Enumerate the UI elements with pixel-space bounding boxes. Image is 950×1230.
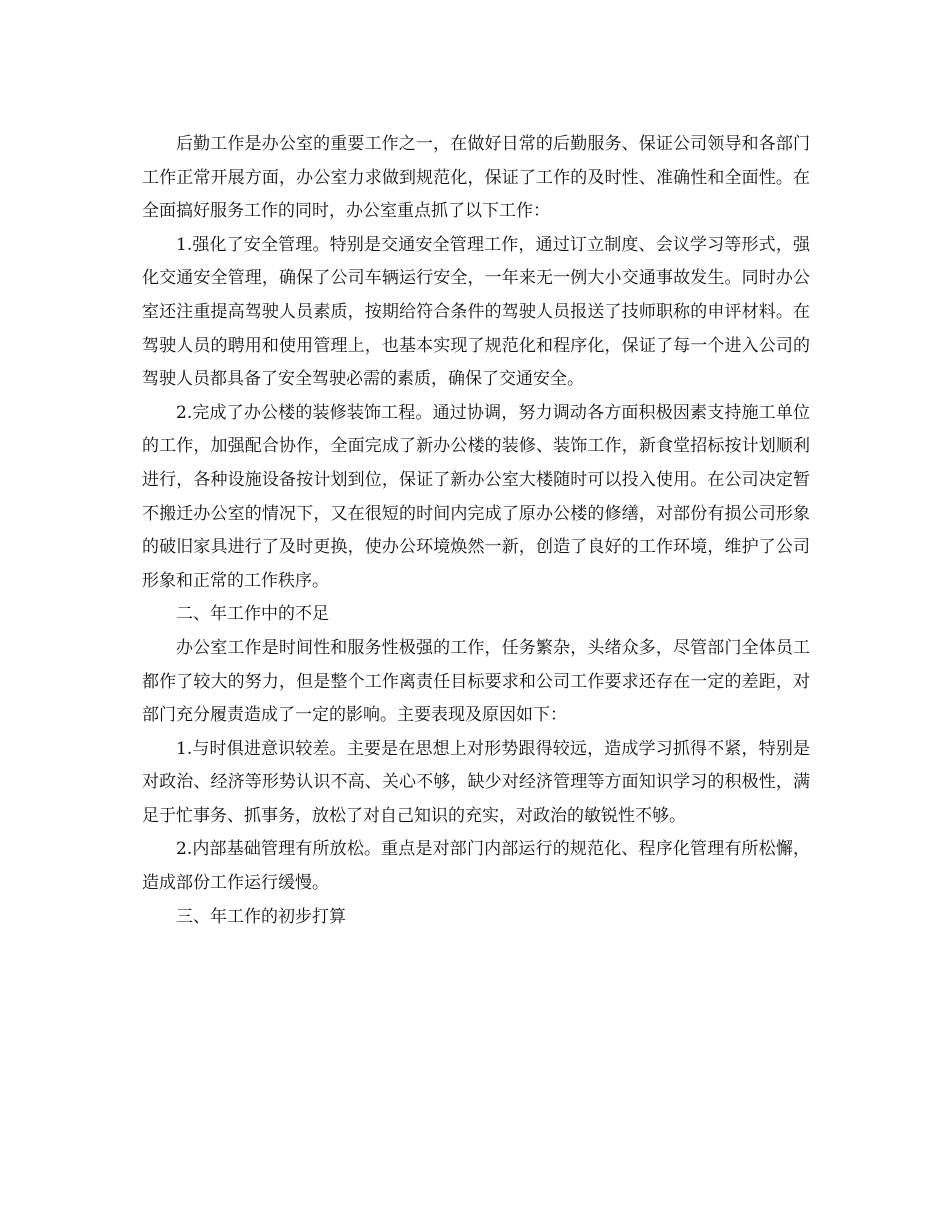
paragraph-awareness-shortcoming: 1.与时俱进意识较差。主要是在思想上对形势跟得较远，造成学习抓得不紧，特别是对政治、经济等形势认识不高、关心不够，缺少对经济管理等方面知识学习的积极性，满足于忙事务、抓事务，放松了对自己知识的充实，对政治的敏锐性不够。: [142, 738, 810, 826]
paragraph-logistics-intro: 后勤工作是办公室的重要工作之一，在做好日常的后勤服务、保证公司领导和各部门工作正常开展方面，办公室力求做到规范化，保证了工作的及时性、准确性和全面性。在全面搞好服务工作的同时，办公室重点抓了以下工作：: [142, 134, 810, 222]
paragraph-office-renovation: 2.完成了办公楼的装修装饰工程。通过协调，努力调动各方面积极因素支持施工单位的工作，加强配合协作，全面完成了新办公楼的装修、装饰工作，新食堂招标按计划顺利进行，各种设施设备按计划到位，保证了新办公室大楼随时可以投入使用。在公司决定暂不搬迁办公室的情况下，又在很短的时间内完成了原办公楼的修缮，对部份有损公司形象的破旧家具进行了及时更换，使办公环境焕然一新，创造了良好的工作环境，维护了公司形象和正常的工作秩序。: [142, 402, 810, 591]
document-body: [142, 128, 810, 934]
section-heading-plans: 三、年工作的初步打算: [176, 906, 346, 927]
section-heading-shortcomings: 二、年工作中的不足: [176, 604, 329, 625]
paragraph-safety-management: 1.强化了安全管理。特别是交通安全管理工作，通过订立制度、会议学习等形式，强化交通安全管理，确保了公司车辆运行安全，一年来无一例大小交通事故发生。同时办公室还注重提高驾驶人员素质，按期给符合条件的驾驶人员报送了技师职称的申评材料。在驾驶人员的聘用和使用管理上，也基本实现了规范化和程序化，保证了每一个进入公司的驾驶人员都具备了安全驾驶必需的素质，确保了交通安全。: [142, 234, 810, 390]
paragraph-shortcomings-intro: 办公室工作是时间性和服务性极强的工作，任务繁杂，头绪众多，尽管部门全体员工都作了较大的努力，但是整个工作离责任目标要求和公司工作要求还存在一定的差距，对部门充分履责造成了一定的影响。主要表现及原因如下：: [142, 637, 810, 726]
paragraph-management-shortcoming: 2.内部基础管理有所放松。重点是对部门内部运行的规范化、程序化管理有所松懈，造成部份工作运行缓慢。: [142, 839, 810, 894]
